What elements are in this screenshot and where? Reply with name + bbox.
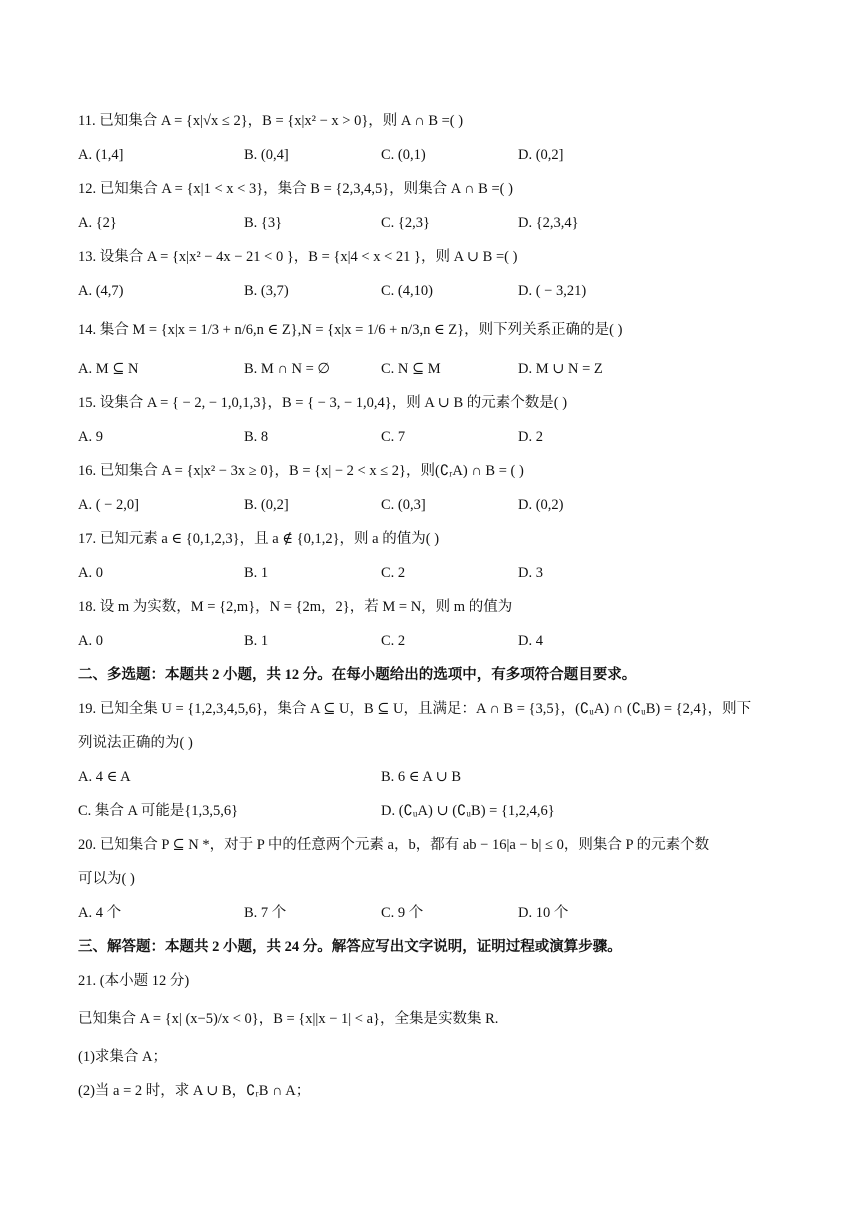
question-16-stem: 16. 已知集合 A = {x|x² − 3x ≥ 0}，B = {x| − 2 < x ≤ 2}，则(∁ᵣA) ∩ B = ( )	[78, 463, 524, 479]
q11-option-b: B. (0,4]	[244, 147, 289, 163]
q20-option-c: C. 9 个	[381, 905, 424, 921]
q15-option-a: A. 9	[78, 429, 103, 445]
question-14-stem: 14. 集合 M = {x|x = 1/3 + n/6,n ∈ Z},N = {x|x = 1/6 + n/3,n ∈ Z}，则下列关系正确的是( )	[78, 322, 623, 338]
q16-option-b: B. (0,2]	[244, 497, 289, 513]
question-21-part2: (2)当 a = 2 时，求 A ∪ B，∁ᵣB ∩ A；	[78, 1083, 311, 1099]
question-15-stem: 15. 设集合 A = { − 2, − 1,0,1,3}，B = { − 3, − 1,0,4}，则 A ∪ B 的元素个数是( )	[78, 395, 568, 411]
q13-option-c: C. (4,10)	[381, 283, 433, 299]
question-18-stem: 18. 设 m 为实数，M = {2,m}，N = {2m，2}，若 M = N，则 m 的值为	[78, 599, 513, 615]
section-2-heading: 二、多选题：本题共 2 小题，共 12 分。在每小题给出的选项中，有多项符合题目要求。	[78, 667, 637, 683]
question-12-stem: 12. 已知集合 A = {x|1 < x < 3}，集合 B = {2,3,4,5}，则集合 A ∩ B =( )	[78, 181, 513, 197]
q14-option-a: A. M ⊆ N	[78, 361, 139, 377]
q12-option-d: D. {2,3,4}	[518, 215, 579, 231]
question-20-stem-line2: 可以为( )	[78, 871, 135, 887]
q16-option-d: D. (0,2)	[518, 497, 564, 513]
q18-option-c: C. 2	[381, 633, 406, 649]
q20-option-d: D. 10 个	[518, 905, 569, 921]
q15-option-d: D. 2	[518, 429, 543, 445]
q20-option-a: A. 4 个	[78, 905, 122, 921]
question-20-stem-line1: 20. 已知集合 P ⊆ N *，对于 P 中的任意两个元素 a，b，都有 ab − 16|a − b| ≤ 0，则集合 P 的元素个数	[78, 837, 710, 853]
question-19-stem-line2: 列说法正确的为( )	[78, 735, 193, 751]
question-21-stem: 已知集合 A = {x| (x−5)/x < 0}，B = {x||x − 1| < a}，全集是实数集 R.	[78, 1011, 499, 1027]
q16-option-a: A. ( − 2,0]	[78, 497, 139, 513]
q11-option-a: A. (1,4]	[78, 147, 124, 163]
question-21-part1: (1)求集合 A；	[78, 1049, 168, 1065]
section-3-heading: 三、解答题：本题共 2 小题，共 24 分。解答应写出文字说明，证明过程或演算步骤。	[78, 939, 622, 955]
question-21-title: 21. (本小题 12 分)	[78, 973, 190, 989]
question-13-stem: 13. 设集合 A = {x|x² − 4x − 21 < 0 }，B = {x|4 < x < 21 }，则 A ∪ B =( )	[78, 249, 518, 265]
q17-option-d: D. 3	[518, 565, 543, 581]
q15-option-b: B. 8	[244, 429, 269, 445]
question-11-stem: 11. 已知集合 A = {x|√x ≤ 2}，B = {x|x² − x > 0}，则 A ∩ B =( )	[78, 113, 464, 129]
q11-option-d: D. (0,2]	[518, 147, 564, 163]
q18-option-d: D. 4	[518, 633, 543, 649]
q14-option-b: B. M ∩ N = ∅	[244, 361, 331, 377]
q19-option-d: D. (∁ᵤA) ∪ (∁ᵤB) = {1,2,4,6}	[381, 803, 555, 819]
q18-option-a: A. 0	[78, 633, 103, 649]
q18-option-b: B. 1	[244, 633, 269, 649]
q11-option-c: C. (0,1)	[381, 147, 426, 163]
q12-option-b: B. {3}	[244, 215, 283, 231]
q17-option-a: A. 0	[78, 565, 103, 581]
question-17-stem: 17. 已知元素 a ∈ {0,1,2,3}，且 a ∉ {0,1,2}，则 a 的值为( )	[78, 531, 440, 547]
q17-option-c: C. 2	[381, 565, 406, 581]
q17-option-b: B. 1	[244, 565, 269, 581]
q19-option-c: C. 集合 A 可能是{1,3,5,6}	[78, 803, 239, 819]
question-19-stem-line1: 19. 已知全集 U = {1,2,3,4,5,6}，集合 A ⊆ U，B ⊆ U，且满足：A ∩ B = {3,5}，(∁ᵤA) ∩ (∁ᵤB) = {2,4}，则下	[78, 701, 752, 717]
q19-option-a: A. 4 ∈ A	[78, 769, 131, 785]
q12-option-a: A. {2}	[78, 215, 117, 231]
q20-option-b: B. 7 个	[244, 905, 287, 921]
q13-option-b: B. (3,7)	[244, 283, 289, 299]
q13-option-a: A. (4,7)	[78, 283, 124, 299]
q15-option-c: C. 7	[381, 429, 406, 445]
q14-option-d: D. M ∪ N = Z	[518, 361, 603, 377]
q12-option-c: C. {2,3}	[381, 215, 430, 231]
q13-option-d: D. ( − 3,21)	[518, 283, 587, 299]
q19-option-b: B. 6 ∈ A ∪ B	[381, 769, 462, 785]
q16-option-c: C. (0,3]	[381, 497, 426, 513]
q14-option-c: C. N ⊆ M	[381, 361, 441, 377]
